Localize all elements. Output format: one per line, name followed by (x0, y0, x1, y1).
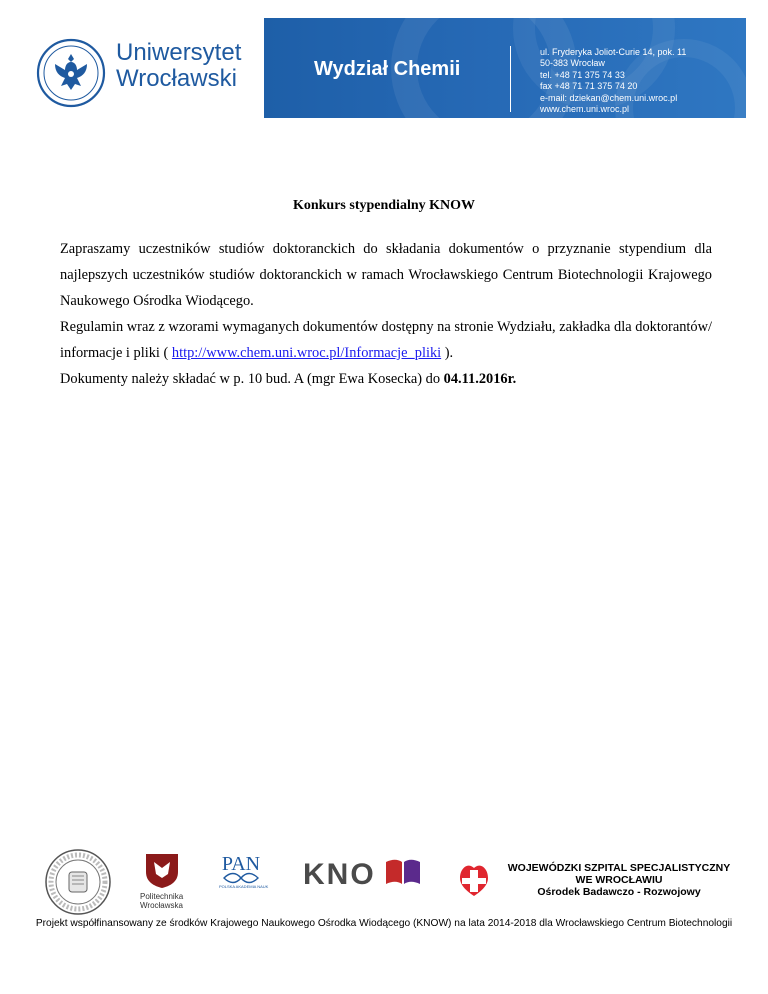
faculty-address (540, 47, 686, 115)
politechnika-crest-icon (142, 850, 182, 890)
deadline-text: Dokumenty należy składać w p. 10 bud. A (mgr Ewa Kosecka) do (60, 371, 444, 387)
hospital-name (500, 862, 738, 898)
paragraph-deadline (60, 366, 712, 392)
regulations-text: Regulamin wraz z wzorami wymaganych dokumentów dostępny na stronie Wydziału, zakładka dla doktorantów/ informacje i pliki ( (60, 319, 712, 361)
university-eagle-seal-icon (36, 38, 106, 108)
politechnika-label (140, 892, 183, 910)
pan-subtext: POLSKA AKADEMIA NAUK (219, 884, 269, 889)
hospital-line1: WOJEWÓDZKI SZPITAL SPECJALISTYCZNY (507, 862, 731, 874)
regulations-text-end: ). (441, 345, 454, 361)
paragraph-regulations (60, 314, 712, 366)
university-name-line1: Uniwersytet (116, 39, 242, 66)
hospital-line2: WE WROCŁAWIU (575, 874, 663, 886)
address-line: 50-383 Wrocław (540, 58, 605, 69)
university-name-line2: Wrocławski (116, 65, 237, 92)
paragraph-invitation: Zapraszamy uczestników studiów doktoranckich do składania dokumentów o przyznanie stypendium dla najlepszych uczestników studiów doktoranckich w ramach Wrocławskiego Centrum Biotechnologii Krajowego Naukowego Ośrodka Wiodącego. (60, 241, 712, 309)
address-line: ul. Fryderyka Joliot-Curie 14, pok. 11 (540, 47, 687, 57)
faculty-name: Wydział Chemii (314, 58, 461, 80)
pan-logo-text: PAN (221, 853, 261, 875)
document-body (60, 236, 712, 392)
politechnika-line1: Politechnika (140, 892, 184, 901)
header-divider (510, 46, 511, 112)
upwr-seal-icon (44, 848, 112, 916)
address-line: e-mail: dziekan@chem.uni.wroc.pl (540, 92, 678, 103)
informacje-pliki-link[interactable]: http://www.chem.uni.wroc.pl/Informacje_pliki (171, 345, 442, 361)
pan-infinity-icon (216, 852, 266, 886)
politechnika-line2: Wrocławska (140, 901, 183, 910)
university-name (116, 40, 241, 92)
faculty-header-band (264, 18, 746, 118)
know-book-icon (384, 858, 424, 886)
address-line: fax +48 71 71 375 74 20 (540, 81, 638, 92)
cofinancing-note: Projekt współfinansowany ze środków Krajowego Naukowego Ośrodka Wiodącego (KNOW) na lata 2014-2018 dla Wrocławskiego Centrum Biotechnologii (35, 918, 733, 929)
address-line: tel. +48 71 375 74 33 (540, 69, 625, 80)
know-logo-text: KNO (303, 858, 376, 891)
deadline-date: 04.11.2016r. (443, 371, 517, 387)
address-line: www.chem.uni.wroc.pl (540, 104, 630, 115)
hospital-cross-icon (454, 858, 494, 898)
document-title: Konkurs stypendialny KNOW (292, 198, 476, 213)
hospital-line3: Ośrodek Badawczo - Rozwojowy (537, 886, 701, 898)
